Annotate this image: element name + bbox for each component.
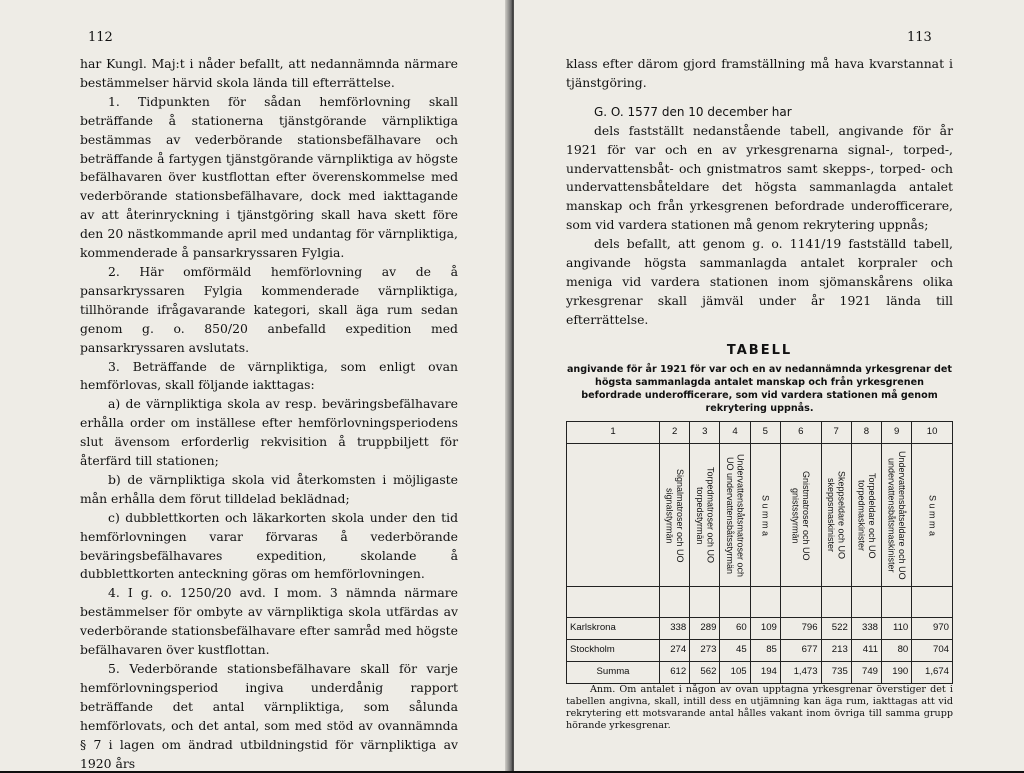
column-number: 10 bbox=[912, 422, 953, 444]
column-number-row bbox=[567, 422, 953, 444]
column-header: Undervattensbåtsmatroser och UO undervattensbåtsstyrmän bbox=[720, 444, 750, 587]
column-number: 5 bbox=[750, 422, 780, 444]
paragraph: b) de värnpliktiga skola vid återkomsten i möjligaste mån erhålla dem förut tilldelad beklädnad; bbox=[80, 471, 458, 506]
paragraph: har Kungl. Maj:t i nåder befallt, att nedannämnda närmare bestämmelser härvid skola lända till efterrättelse. bbox=[80, 56, 458, 90]
table-cell: 190 bbox=[882, 662, 912, 684]
table-cell: 60 bbox=[720, 618, 750, 640]
table-row bbox=[567, 640, 953, 662]
table-cell: 45 bbox=[720, 640, 750, 662]
column-header: Undervattensbåtseldare och UO undervattensbåtsmaskinister bbox=[882, 444, 912, 587]
table-cell: 109 bbox=[750, 618, 780, 640]
table-row bbox=[567, 618, 953, 640]
column-number: 2 bbox=[660, 422, 690, 444]
table-cell: 338 bbox=[851, 618, 881, 640]
table-cell: 213 bbox=[821, 640, 851, 662]
column-header-row bbox=[567, 444, 953, 587]
column-number: 4 bbox=[720, 422, 750, 444]
table-cell: 1,473 bbox=[780, 662, 821, 684]
table-caption: angivande för år 1921 för var och en av nedannämnda yrkesgrenar det högsta sammanlagda antalet manskap och från yrkesgrenen befordrade underofficerare, som vid vardera stationen må genom rekrytering uppnås. bbox=[566, 363, 953, 415]
table-cell: 411 bbox=[851, 640, 881, 662]
paragraph: 2. Här omförmäld hemförlovning av de å pansarkryssaren Fylgia kommenderade värnpliktiga, tillhörande ifrågavarande kategori, skall äga rum sedan genom g. o. 850/20 anbefalld expedition med pansarkryssaren avslutats. bbox=[80, 263, 458, 355]
table-cell: 289 bbox=[690, 618, 720, 640]
page-number: 112 bbox=[88, 30, 113, 45]
column-header: S u m m a bbox=[750, 444, 780, 587]
table-cell: 194 bbox=[750, 662, 780, 684]
table-cell: 110 bbox=[882, 618, 912, 640]
column-header: Torpedeldare och UO torpedmaskinister bbox=[851, 444, 881, 587]
order-heading: G. O. 1577 den 10 december har bbox=[594, 104, 792, 119]
column-number: 6 bbox=[780, 422, 821, 444]
table-cell: 80 bbox=[882, 640, 912, 662]
paragraph: klass efter därom gjord framställning må hava kvarstannat i tjänstgöring. bbox=[566, 56, 953, 90]
table-cell: 105 bbox=[720, 662, 750, 684]
column-number: 1 bbox=[567, 422, 660, 444]
column-header: Skeppseldare och UO skeppsmaskinister bbox=[821, 444, 851, 587]
paragraph: 5. Vederbörande stationsbefälhavare skall för varje hemförlovningsperiod ingiva underdånig rapport beträffande det antal värnpliktiga, som sålunda hemförlovats, och det antal, som med stöd av ovannämnda § 7 i lagen om ändrad utbildningstid för värnpliktiga av 1920 års bbox=[80, 661, 458, 771]
right-text-body bbox=[566, 55, 953, 732]
table-cell: 1,674 bbox=[912, 662, 953, 684]
paragraph: dels fastställt nedanstående tabell, angivande för år 1921 för var och en av yrkesgrenarna signal-, torped-, undervattensbåt- och gnistmatros samt skepps-, torped- och undervattensbåteldare det högsta sammanlagda antalet manskap och från yrkesgrenen befordrade underofficerare, som vid vardera stationen må genom rekrytering uppnås; bbox=[566, 122, 953, 233]
table-cell: 522 bbox=[821, 618, 851, 640]
table-cell: 677 bbox=[780, 640, 821, 662]
paragraph: 4. I g. o. 1250/20 avd. I mom. 3 nämnda närmare bestämmelser för ombyte av värnpliktiga skola utfärdas av vederbörande stationsbefälhavare efter samråd med högste befälhavaren över kustflottan. bbox=[80, 585, 458, 658]
table-cell: 338 bbox=[660, 618, 690, 640]
row-label: Summa bbox=[567, 662, 660, 684]
right-page bbox=[514, 0, 1024, 771]
paragraph: dels befallt, att genom g. o. 1141/19 fastställd tabell, angivande högsta sammanlagda antalet korpraler och meniga vid vardera stationen inom sjömanskårens olika yrkesgrenar skall jämväl under år 1921 lända till efterrättelse. bbox=[566, 236, 953, 327]
table-note: Anm. Om antalet i någon av ovan upptagna yrkesgrenar överstiger det i tabellen angivna, skall, intill dess en utjämning kan äga rum, iakttagas att vid rekrytering ett motsvarande antal hålles vakant inom övriga till samma grupp hörande yrkesgrenar. bbox=[566, 684, 953, 732]
left-text-body bbox=[80, 55, 458, 773]
column-number: 3 bbox=[690, 422, 720, 444]
table-cell: 85 bbox=[750, 640, 780, 662]
table-cell: 735 bbox=[821, 662, 851, 684]
paragraph: a) de värnpliktiga skola av resp. beväringsbefälhavare erhålla order om inställese efter hemförlovningsperiodens slut ävensom erforderlig rekvisition å truppbiljett för återfärd till stationen; bbox=[80, 396, 458, 469]
table-title: TABELL bbox=[726, 342, 793, 358]
column-header: Signalmatroser och UO signalstyrmän bbox=[660, 444, 690, 587]
column-header: Gnistmatroser och UO gnistsstyrmän bbox=[780, 444, 821, 587]
row-label: Karlskrona bbox=[567, 618, 660, 640]
column-number: 8 bbox=[851, 422, 881, 444]
table-cell: 562 bbox=[690, 662, 720, 684]
statistics-table bbox=[566, 421, 953, 684]
paragraph: 3. Beträffande de värnpliktiga, som enligt ovan hemförlovas, skall följande iakttagas: bbox=[80, 358, 458, 393]
table-cell: 273 bbox=[690, 640, 720, 662]
table-cell: 970 bbox=[912, 618, 953, 640]
column-number: 7 bbox=[821, 422, 851, 444]
table-cell: 704 bbox=[912, 640, 953, 662]
table-row-total bbox=[567, 662, 953, 684]
column-header: S u m m a bbox=[912, 444, 953, 587]
table-cell: 749 bbox=[851, 662, 881, 684]
column-number: 9 bbox=[882, 422, 912, 444]
page-number: 113 bbox=[907, 30, 932, 45]
left-page bbox=[0, 0, 510, 771]
column-header: Torpedmatroser och UO torpedstyrmän bbox=[690, 444, 720, 587]
table-cell: 612 bbox=[660, 662, 690, 684]
paragraph: c) dubblettkorten och läkarkorten skola under den tid hemförlovningen varar förvaras å vederbörande beväringsbefälhavares expedition, skolande å dubblettkorten anteckning göras om hemförlovningen. bbox=[80, 509, 458, 582]
table-cell: 796 bbox=[780, 618, 821, 640]
blank-header bbox=[567, 444, 660, 587]
paragraph: 1. Tidpunkten för sådan hemförlovning skall beträffande å stationerna tjänstgörande värnpliktiga bestämmas av vederbörande stationsbefälhavare och beträffande å fartygen tjänstgörande värnpliktiga av högste befälhavaren över kustflottan efter överenskommelse med vederbörande stationsbefälhavare, dock med iakttagande av att återinryckning i tjänstgöring skall hava skett före den 20 nästkommande april med undantag för värnpliktiga, kommenderade å pansarkryssaren Fylgia. bbox=[80, 93, 458, 261]
row-label: Stockholm bbox=[567, 640, 660, 662]
spacer-row bbox=[567, 587, 953, 618]
table-cell: 274 bbox=[660, 640, 690, 662]
